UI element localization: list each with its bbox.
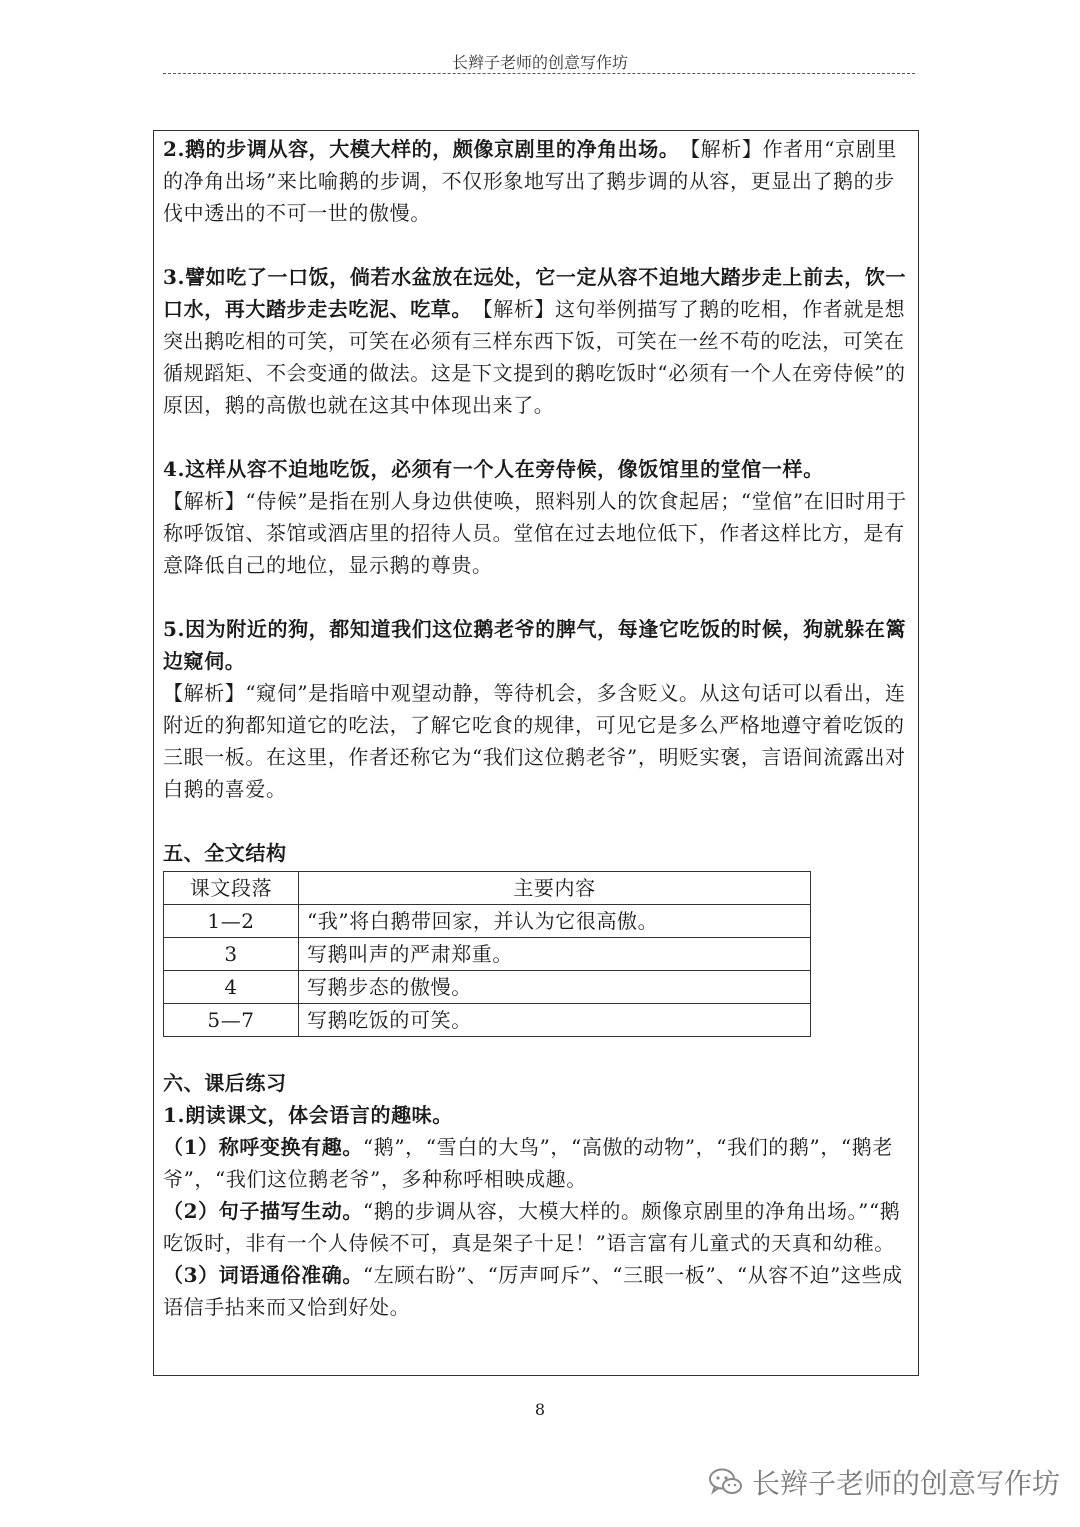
point-label: （1）称呼变换有趣。 xyxy=(163,1135,363,1159)
section-title-structure: 五、全文结构 xyxy=(163,841,287,865)
column-header: 主要内容 xyxy=(299,872,811,905)
item-quote: 3.譬如吃了一口饭，倘若水盆放在远处，它一定从容不迫地大踏步走上前去，饮一口水，再大踏步走去吃泥、吃草。 xyxy=(163,265,907,321)
section-title-exercise: 六、课后练习 xyxy=(163,1071,287,1095)
table-header-row xyxy=(164,872,811,905)
item-analysis: 【解析】“侍候”是指在别人身边供使唤，照料别人的饮食起居；“堂倌”在旧时用于称呼饭馆、茶馆或酒店里的招待人员。堂倌在过去地位低下，作者这样比方，是有意降低自己的地位，显示鹅的尊贵。 xyxy=(163,489,907,577)
table-cell: 写鹅吃饭的可笑。 xyxy=(299,1004,811,1037)
item-analysis: 【解析】“窥伺”是指暗中观望动静，等待机会，多含贬义。从这句话可以看出，连附近的狗都知道它的吃法，了解它吃食的规律，可见它是多么严格地遵守着吃饭的三眼一板。在这里，作者还称它为“我们这位鹅老爷”，明贬实褒，言语间流露出对白鹅的喜爱。 xyxy=(163,681,906,801)
point-label: （3）词语通俗准确。 xyxy=(163,1263,363,1287)
analysis-item-3 xyxy=(163,261,911,421)
point-label: （2）句子描写生动。 xyxy=(163,1199,363,1223)
item-quote: 2.鹅的步调从容，大模大样的，颇像京剧里的净角出场。 xyxy=(163,137,670,161)
table-cell: 写鹅叫声的严肃郑重。 xyxy=(299,938,811,971)
analysis-item-2 xyxy=(163,133,911,229)
analysis-item-5 xyxy=(163,613,911,805)
exercise-point xyxy=(163,1131,911,1195)
table-cell: “我”将白鹅带回家，并认为它很高傲。 xyxy=(299,905,811,938)
analysis-item-4 xyxy=(163,453,911,581)
watermark xyxy=(708,1462,1060,1502)
exercise-point xyxy=(163,1195,911,1259)
table-row xyxy=(164,971,811,1004)
item-quote: 5.因为附近的狗，都知道我们这位鹅老爷的脾气，每逢它吃饭的时候，狗就躲在篱边窥伺。 xyxy=(163,617,907,673)
exercise-question: 1.朗读课文，体会语言的趣味。 xyxy=(163,1103,453,1127)
item-analysis: 【解析】作者用“京剧里的净角出场”来比喻鹅的步调，不仅形象地写出了鹅步调的从容，更显出了鹅的步伐中透出的不可一世的傲慢。 xyxy=(163,137,897,225)
table-row xyxy=(164,905,811,938)
table-cell: 5—7 xyxy=(164,1004,299,1037)
page-number: 8 xyxy=(534,1400,546,1419)
point-text: “鹅的步调从容，大模大样的。颇像京剧里的净角出场。”“鹅吃饭时，非有一个人侍候不可，真是架子十足！”语言富有儿童式的天真和幼稚。 xyxy=(163,1199,901,1255)
point-text: “鹅”，“雪白的大鸟”，“高傲的动物”，“我们的鹅”，“鹅老爷”，“我们这位鹅老爷”，多种称呼相映成趣。 xyxy=(163,1135,893,1191)
page-content xyxy=(163,133,911,1323)
wechat-icon xyxy=(708,1467,744,1497)
item-quote: 4.这样从容不迫地吃饭，必须有一个人在旁侍候，像饭馆里的堂倌一样。 xyxy=(163,457,824,481)
watermark-text: 长辫子老师的创意写作坊 xyxy=(752,1467,1061,1500)
structure-table xyxy=(163,871,811,1037)
table-cell: 写鹅步态的傲慢。 xyxy=(299,971,811,1004)
exercise-point xyxy=(163,1259,911,1323)
header-divider xyxy=(163,73,915,74)
table-cell: 3 xyxy=(164,938,299,971)
table-cell: 1—2 xyxy=(164,905,299,938)
table-row xyxy=(164,1004,811,1037)
table-cell: 4 xyxy=(164,971,299,1004)
table-row xyxy=(164,938,811,971)
header-title: 长辫子老师的创意写作坊 xyxy=(451,53,628,72)
item-analysis: 【解析】这句举例描写了鹅的吃相，作者就是想突出鹅吃相的可笑，可笑在必须有三样东西下饭，可笑在一丝不苟的吃法，可笑在循规蹈矩、不会变通的做法。这是下文提到的鹅吃饭时“必须有一个人在旁侍候”的原因，鹅的高傲也就在这其中体现出来了。 xyxy=(163,297,906,417)
column-header: 课文段落 xyxy=(164,872,299,905)
point-text: “左顾右盼”、“厉声呵斥”、“三眼一板”、“从容不迫”这些成语信手拈来而又恰到好处。 xyxy=(163,1263,903,1319)
